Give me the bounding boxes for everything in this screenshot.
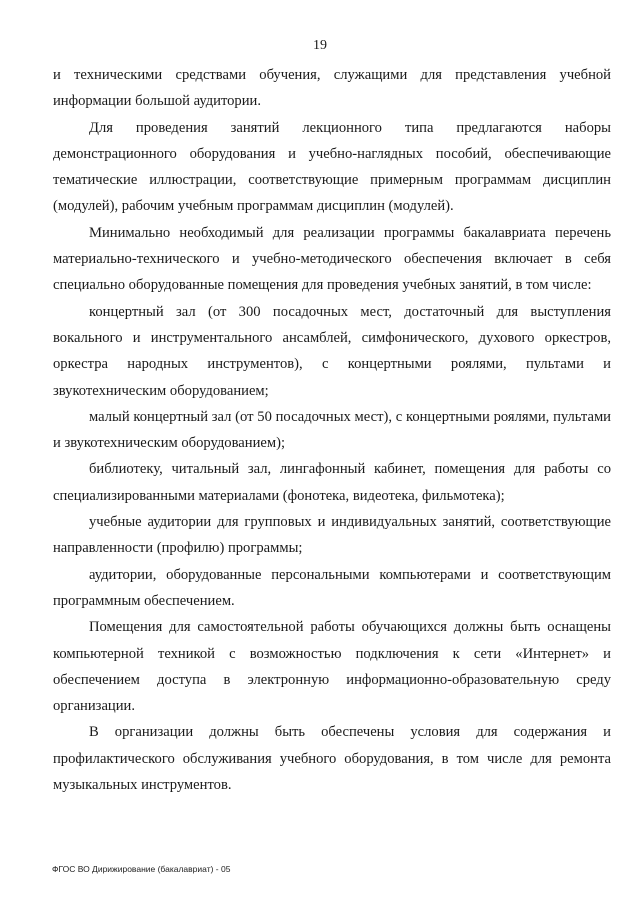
paragraph-library: библиотеку, читальный зал, лингафонный кабинет, помещения для работы со специализированными материалами (фонотека, видеотека, фильмотека); <box>53 461 611 504</box>
document-body <box>53 62 611 798</box>
paragraph-equipment-maintenance: В организации должны быть обеспечены условия для содержания и профилактического обслуживания учебного оборудования, в том числе для ремонта музыкальных инструментов. <box>53 724 611 794</box>
paragraph-classrooms: учебные аудитории для групповых и индивидуальных занятий, соответствующие направленности (профилю) программы; <box>53 514 611 557</box>
paragraph-concert-hall: концертный зал (от 300 посадочных мест, достаточный для выступления вокального и инструментального ансамблей, симфонического, духового оркестров, оркестра народных инструментов), с концертными роялями, пультами и звукотехническим оборудованием; <box>53 303 611 399</box>
paragraph-small-concert-hall: малый концертный зал (от 50 посадочных мест), с концертными роялями, пультами и звукотехническим оборудованием); <box>53 408 611 452</box>
paragraph-self-study-rooms: Помещения для самостоятельной работы обучающихся должны быть оснащены компьютерной техникой с возможностью подключения к сети «Интернет» и обеспечением доступа в электронную информационно-образовательную среду организации. <box>53 619 611 715</box>
paragraph-lecture-equipment: Для проведения занятий лекционного типа предлагаются наборы демонстрационного оборудования и учебно-наглядных пособий, обеспечивающие тематические иллюстрации, соответствующие примерным программам дисциплин (модулей), рабочим учебным программам дисциплин (модулей). <box>53 119 611 215</box>
paragraph-minimum-requirements: Минимально необходимый для реализации программы бакалавриата перечень материально-технического и учебно-методического обеспечения включает в себя специально оборудованные помещения для проведения учебных занятий, в том числе: <box>53 224 611 294</box>
page-number: 19 <box>313 38 327 53</box>
document-footer: ФГОС ВО Дирижирование (бакалавриат) - 05 <box>52 864 231 874</box>
paragraph-computer-rooms: аудитории, оборудованные персональными компьютерами и соответствующим программным обеспечением. <box>53 566 611 609</box>
paragraph-continuation: и техническими средствами обучения, служащими для представления учебной информации большой аудитории. <box>53 67 611 110</box>
